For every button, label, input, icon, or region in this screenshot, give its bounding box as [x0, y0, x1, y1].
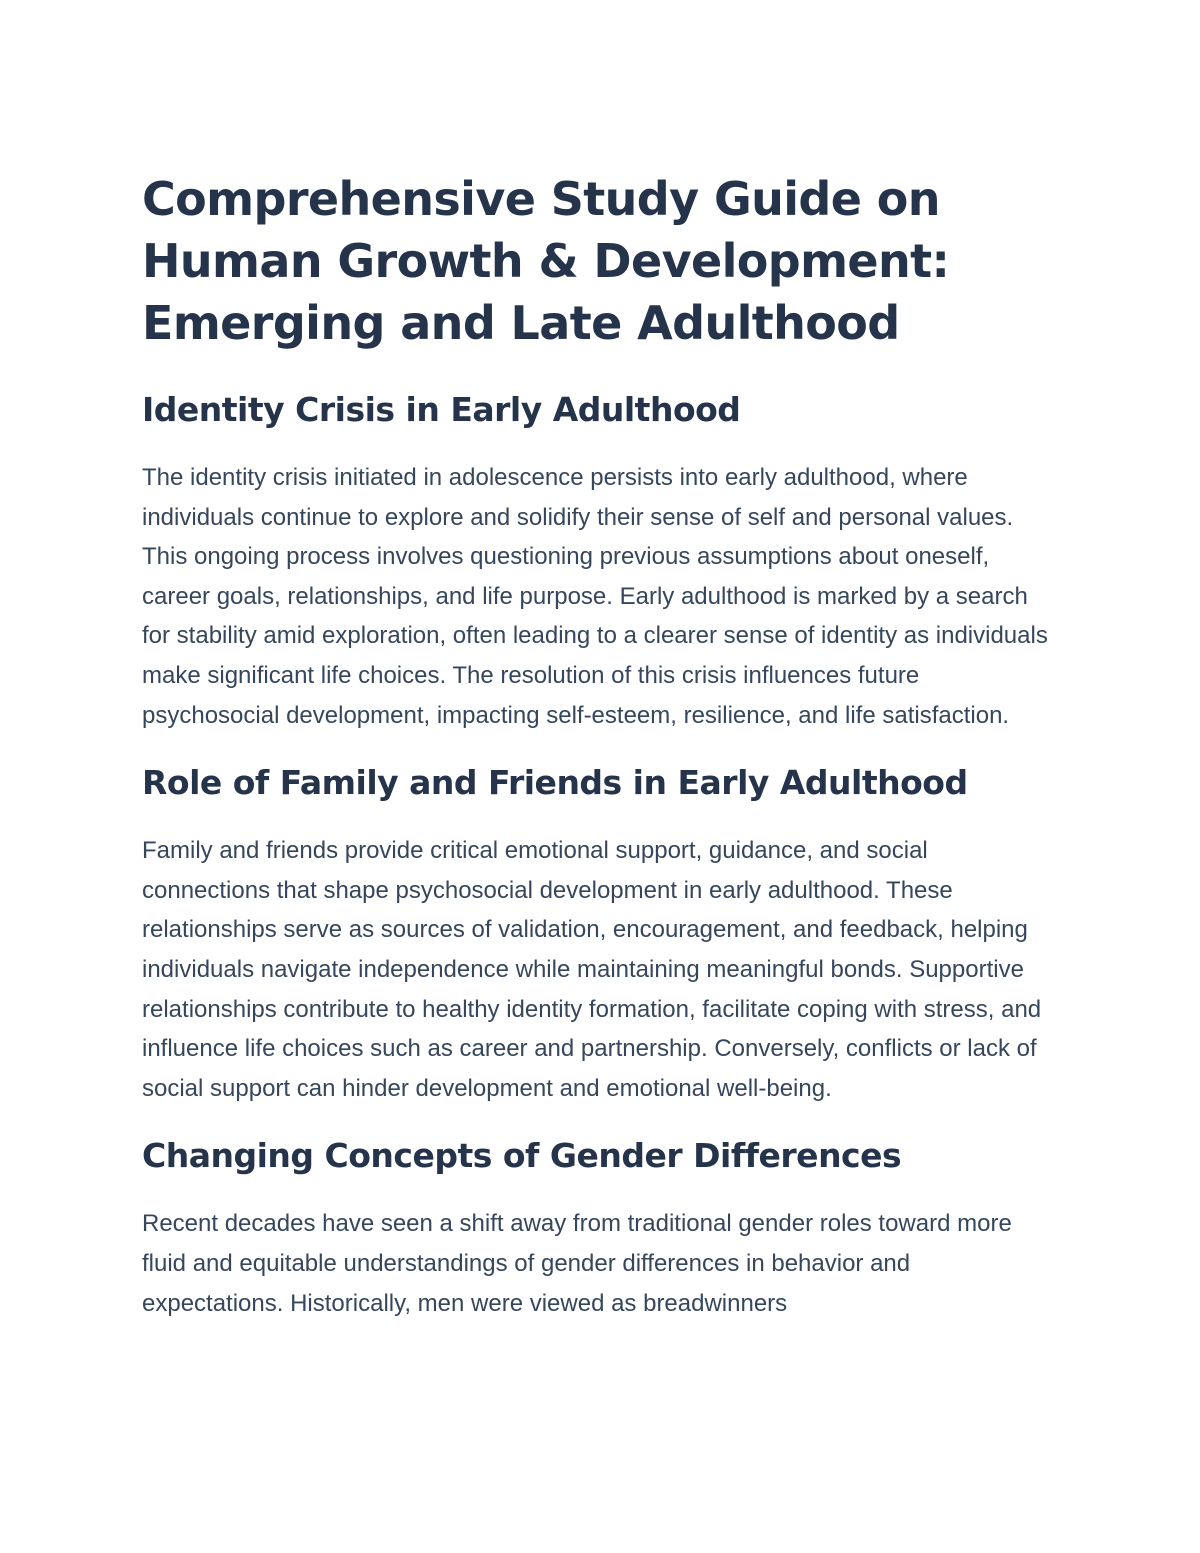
document-content [142, 168, 1057, 1349]
section-paragraph: Recent decades have seen a shift away from traditional gender roles toward more fluid and equitable understandings of gender differences in behavior and expectations. Historically, men were viewed as breadwinners [142, 1210, 1012, 1317]
section-identity-crisis [142, 388, 1057, 735]
document-title: Comprehensive Study Guide on Human Growth & Development: Emerging and Late Adulthood [142, 172, 950, 350]
section-paragraph: Family and friends provide critical emotional support, guidance, and social connections that shape psychosocial development in early adulthood. These relationships serve as sources of validation, encouragement, and feedback, helping individuals navigate independence while maintaining meaningful bonds. Supportive relationships contribute to healthy identity formation, facilitate coping with stress, and influence life choices such as career and partnership. Conversely, conflicts or lack of social support can hinder development and emotional well-being. [142, 837, 1042, 1102]
section-heading: Role of Family and Friends in Early Adulthood [142, 763, 968, 803]
section-heading: Identity Crisis in Early Adulthood [142, 390, 741, 429]
section-family-friends [142, 761, 1057, 1108]
section-heading: Changing Concepts of Gender Differences [142, 1136, 902, 1176]
section-gender-differences [142, 1134, 1057, 1323]
section-paragraph: The identity crisis initiated in adolescence persists into early adulthood, where individuals continue to explore and solidify their sense of self and personal values. This ongoing process involves questioning previous assumptions about oneself, career goals, relationships, and life purpose. Early adulthood is marked by a search for stability amid exploration, often leading to a clearer sense of identity as individuals make significant life choices. The resolution of this crisis influences future psychosocial development, impacting self-esteem, resilience, and life satisfaction. [142, 464, 1048, 729]
title-block [142, 168, 1057, 354]
